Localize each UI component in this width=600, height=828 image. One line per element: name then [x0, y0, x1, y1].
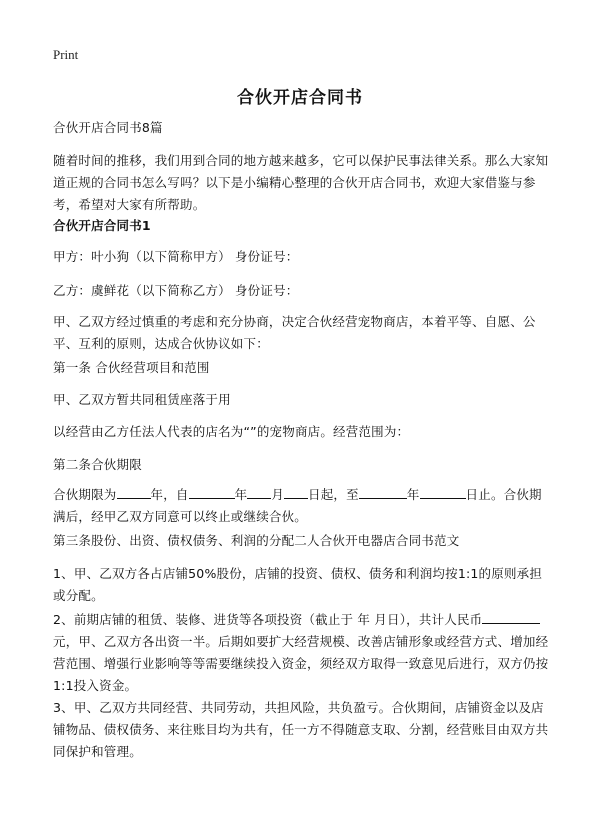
term-paragraph — [53, 484, 553, 528]
clause2-text-1: 2、前期店铺的租赁、装修、进货等各项投资（截止于 年 月日），共计人民币 — [53, 612, 483, 627]
article1-paragraph1: 甲、乙双方暂共同租赁座落于用 — [53, 392, 231, 407]
intro-paragraph: 随着时间的推移，我们用到合同的地方越来越多，它可以保护民事法律关系。那么大家知道正规的合同书怎么写吗？以下是小编精心整理的合伙开店合同书，欢迎大家借鉴与参考，希望对大家有所帮助。 — [53, 153, 549, 212]
term-text-6: 年 — [406, 487, 420, 502]
term-text-4: 月 — [271, 487, 285, 502]
term-text-3: 年 — [234, 487, 248, 502]
party-b-line: 乙方：虞鲜花（以下简称乙方） 身份证号： — [53, 283, 299, 298]
party-a-line: 甲方：叶小狗（以下简称甲方） 身份证号： — [53, 249, 299, 264]
clause1-paragraph: 1、甲、乙双方各占店铺50%股份，店铺的投资、债权、债务和利润均按1:1的原则承担或分配。 — [53, 566, 543, 603]
article1-paragraph2: 以经营由乙方任法人代表的店名为“”的宠物商店。经营范围为： — [53, 424, 410, 439]
term-blank-start-day — [284, 484, 308, 499]
document-title: 合伙开店合同书 — [237, 88, 363, 108]
term-text-5: 日起，至 — [308, 487, 359, 502]
clause2-blank-amount — [482, 609, 540, 624]
term-blank-years — [117, 484, 151, 499]
term-text-1: 合伙期限为 — [53, 487, 117, 502]
document-subtitle: 合伙开店合同书8篇 — [53, 120, 163, 135]
article2-title: 第二条合伙期限 — [53, 457, 142, 472]
term-blank-start-month — [247, 484, 271, 499]
term-text-2: 年，自 — [150, 487, 189, 502]
clause2-paragraph — [53, 609, 553, 697]
section-heading: 合伙开店合同书1 — [53, 218, 151, 233]
term-blank-start-year — [189, 484, 235, 499]
clause3-paragraph: 3、甲、乙双方共同经营、共同劳动，共担风险，共负盈亏。合伙期间，店铺资金以及店铺物品、债权债务、来往账目均为共有，任一方不得随意支取、分割，经营账目由双方共同保护和管理。 — [53, 700, 549, 759]
article3-title: 第三条股份、出资、债权债务、利润的分配二人合伙开电器店合同书范文 — [53, 533, 460, 548]
clause2-text-2: 元，甲、乙双方各出资一半。后期如要扩大经营规模、改善店铺形象或经营方式、增加经营范围、增强行业影响等等需要继续投入资金，须经双方取得一致意见后进行，双方仍按1:1投入资金。 — [53, 634, 549, 693]
print-link[interactable]: Print — [53, 47, 79, 62]
term-blank-end-year — [359, 484, 407, 499]
term-blank-end-date — [420, 484, 466, 499]
article1-title: 第一条 合伙经营项目和范围 — [53, 360, 210, 375]
agreement-intro-paragraph: 甲、乙双方经过慎重的考虑和充分协商，决定合伙经营宠物商店，本着平等、自愿、公平、互利的原则，达成合伙协议如下： — [53, 314, 536, 351]
term-text-7: 日止。合伙期满后，经甲乙双方同意可以终止或继续合伙。 — [53, 487, 542, 524]
